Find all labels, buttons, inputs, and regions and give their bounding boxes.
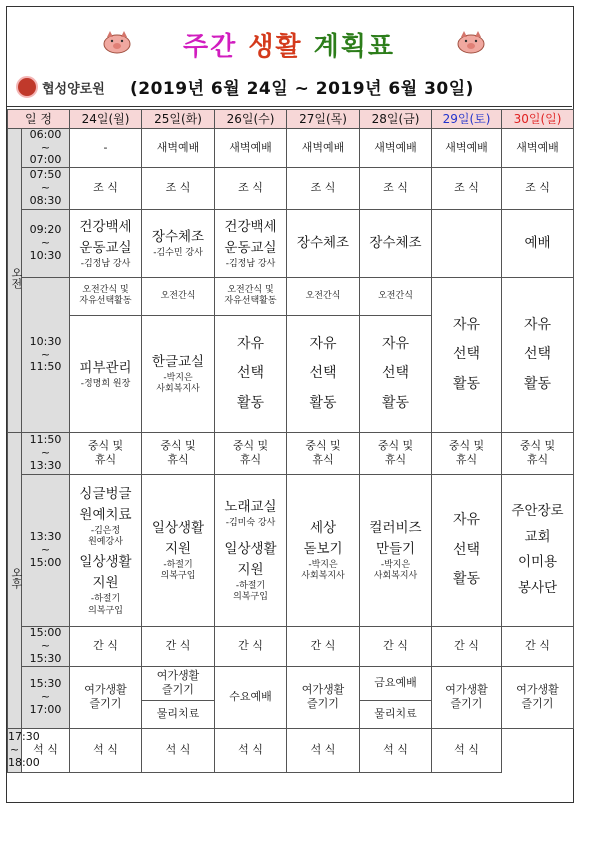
organization-logo-icon — [16, 76, 38, 98]
schedule-cell: 중식 및 휴식 — [70, 432, 142, 474]
schedule-cell: 석 식 — [70, 728, 142, 772]
schedule-cell: 중식 및 휴식 — [502, 432, 574, 474]
am-text: 오전 — [9, 267, 23, 290]
day-header: 24일(월) — [70, 110, 142, 129]
time-slot: 10:30 ~ 11:50 — [22, 277, 70, 432]
schedule-cell: 조 식 — [360, 167, 432, 209]
schedule-cell: 한글교실 -박지은 사회복지사 — [142, 315, 215, 432]
schedule-cell: 오전간식 — [142, 277, 215, 315]
pm-label — [8, 432, 22, 728]
schedule-cell: 컬러비즈 만들기 -박지은 사회복지사 — [360, 474, 432, 626]
schedule-cell: 새벽예배 — [287, 129, 360, 168]
organization — [16, 76, 105, 98]
day-header-saturday: 29일(토) — [432, 110, 502, 129]
schedule-cell: 장수체조 — [287, 209, 360, 277]
schedule-cell: 간 식 — [287, 626, 360, 666]
schedule-cell: 새벽예배 — [142, 129, 215, 168]
schedule-cell: 장수체조 — [360, 209, 432, 277]
schedule-cell: 피부관리 -정명희 원장 — [70, 315, 142, 432]
schedule-cell: 세상 돋보기 -박지은 사회복지사 — [287, 474, 360, 626]
schedule-cell: 새벽예배 — [432, 129, 502, 168]
day-header: 25일(화) — [142, 110, 215, 129]
schedule-cell: 중식 및 휴식 — [142, 432, 215, 474]
schedule-cell: 자유 선택 활동 — [215, 315, 287, 432]
schedule-cell: 건강백세 운동교실 -김정남 강사 — [70, 209, 142, 277]
schedule-cell: 오전간식 — [287, 277, 360, 315]
schedule-cell: 간 식 — [70, 626, 142, 666]
schedule-cell: 금요예배 — [360, 666, 432, 700]
schedule-cell: 예배 — [502, 209, 574, 277]
title-part-2: 생활 — [248, 32, 303, 62]
schedule-cell: 조 식 — [287, 167, 360, 209]
schedule-cell: 자유 선택 활동 — [432, 277, 502, 432]
time-slot: 07:50 ~ 08:30 — [22, 167, 70, 209]
schedule-cell: 싱글벙글 원예치료 -김은정 원예강사 일상생활 지원 -하절기 의복구입 — [70, 474, 142, 626]
day-header-sunday: 30일(일) — [502, 110, 574, 129]
schedule-cell: 여가생활 즐기기 — [432, 666, 502, 728]
time-slot: 06:00 ~ 07:00 — [22, 129, 70, 168]
pm-text: 오후 — [9, 567, 23, 589]
schedule-cell: 중식 및 휴식 — [432, 432, 502, 474]
schedule-cell: 간 식 — [360, 626, 432, 666]
schedule-cell: 오전간식 — [360, 277, 432, 315]
schedule-cell: 여가생활 즐기기 — [70, 666, 142, 728]
time-slot: 09:20 ~ 10:30 — [22, 209, 70, 277]
schedule-cell: 오전간식 및 자유선택활동 — [70, 277, 142, 315]
schedule-cell: 여가생활 즐기기 — [287, 666, 360, 728]
time-slot: 13:30 ~ 15:00 — [22, 474, 70, 626]
schedule-header: 일 정 — [8, 110, 70, 129]
schedule-cell: 간 식 — [432, 626, 502, 666]
schedule-cell: 자유 선택 활동 — [287, 315, 360, 432]
header — [6, 6, 572, 107]
schedule-cell: 물리치료 — [360, 700, 432, 728]
am-label — [8, 129, 22, 433]
schedule-cell: 간 식 — [142, 626, 215, 666]
schedule-cell: 건강백세 운동교실 -김정남 강사 — [215, 209, 287, 277]
schedule-cell: 자유 선택 활동 — [360, 315, 432, 432]
schedule-cell: 석 식 — [360, 728, 432, 772]
day-header: 27일(목) — [287, 110, 360, 129]
schedule-cell: 중식 및 휴식 — [215, 432, 287, 474]
schedule-cell: 여가생활 즐기기 — [142, 666, 215, 700]
schedule-cell: 새벽예배 — [215, 129, 287, 168]
schedule-cell: 간 식 — [215, 626, 287, 666]
schedule-cell: 중식 및 휴식 — [287, 432, 360, 474]
weekly-schedule-table — [7, 109, 574, 773]
schedule-cell: 자유 선택 활동 — [432, 474, 502, 626]
schedule-cell: 물리치료 — [142, 700, 215, 728]
schedule-cell: 새벽예배 — [502, 129, 574, 168]
schedule-cell: 자유 선택 활동 — [502, 277, 574, 432]
schedule-cell: 석 식 — [287, 728, 360, 772]
schedule-cell — [432, 209, 502, 277]
schedule-period: (2019년 6월 24일 ~ 2019년 6월 30일) — [130, 79, 474, 99]
schedule-cell: 일상생활 지원 -하절기 의복구입 — [142, 474, 215, 626]
schedule-cell: 여가생활 즐기기 — [502, 666, 574, 728]
day-header: 28일(금) — [360, 110, 432, 129]
schedule-cell: 조 식 — [502, 167, 574, 209]
time-slot: 17:30 ~ 18:00 — [8, 728, 22, 772]
schedule-cell: - — [70, 129, 142, 168]
day-header: 26일(수) — [215, 110, 287, 129]
schedule-cell: 주안장로 교회 이미용 봉사단 — [502, 474, 574, 626]
time-slot: 11:50 ~ 13:30 — [22, 432, 70, 474]
schedule-cell: 석 식 — [432, 728, 502, 772]
schedule-cell: 조 식 — [142, 167, 215, 209]
schedule-cell: 석 식 — [142, 728, 215, 772]
time-slot: 15:00 ~ 15:30 — [22, 626, 70, 666]
schedule-cell: 간 식 — [502, 626, 574, 666]
schedule-cell: 조 식 — [215, 167, 287, 209]
schedule-cell: 조 식 — [432, 167, 502, 209]
schedule-cell: 조 식 — [70, 167, 142, 209]
title-part-1: 주간 — [183, 32, 238, 62]
schedule-cell: 새벽예배 — [360, 129, 432, 168]
time-slot: 15:30 ~ 17:00 — [22, 666, 70, 728]
schedule-cell: 오전간식 및 자유선택활동 — [215, 277, 287, 315]
title-part-3: 계획표 — [313, 32, 395, 62]
schedule-cell: 석 식 — [215, 728, 287, 772]
organization-name: 협성양로원 — [42, 81, 105, 97]
schedule-cell: 노래교실 -김미숙 강사 일상생활 지원 -하절기 의복구입 — [215, 474, 287, 626]
schedule-cell: 장수체조 -김수민 강사 — [142, 209, 215, 277]
schedule-cell: 수요예배 — [215, 666, 287, 728]
page-title — [6, 26, 572, 63]
schedule-cell: 중식 및 휴식 — [360, 432, 432, 474]
schedule-cell: 석 식 — [22, 728, 70, 772]
